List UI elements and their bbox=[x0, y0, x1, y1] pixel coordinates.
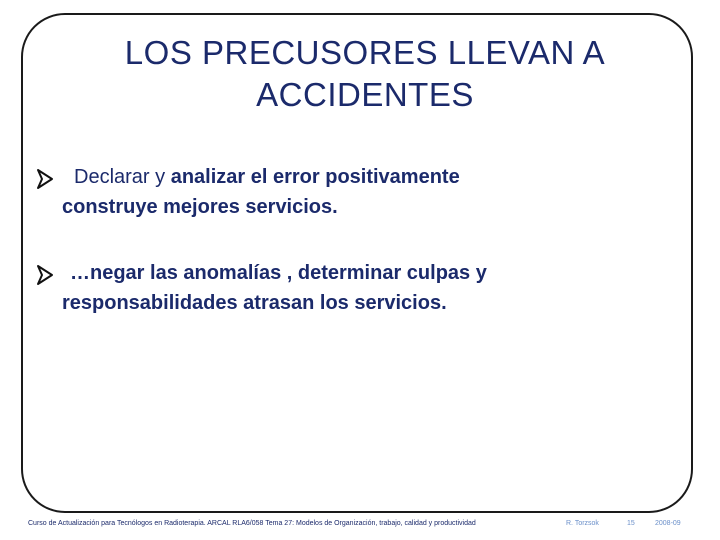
bullet-item-1 bbox=[34, 162, 634, 222]
bullet-1-line-2: construye mejores servicios. bbox=[62, 196, 338, 218]
arrow-bullet-icon bbox=[34, 168, 56, 190]
bullet-2-line-1: …negar las anomalías , determinar culpas y bbox=[70, 262, 487, 284]
slide-footer bbox=[28, 518, 698, 530]
bullet-item-2 bbox=[34, 258, 634, 318]
footer-page-number: 15 bbox=[627, 520, 635, 527]
title-line-2: ACCIDENTES bbox=[256, 76, 474, 113]
footer-course-text: Curso de Actualización para Tecnólogos en Radioterapia. ARCAL RLA6/058 Tema 27: Modelos de Organización, trabajo, calidad y productividad bbox=[28, 520, 476, 527]
footer-date: 2008-09 bbox=[655, 520, 681, 527]
arrow-bullet-icon bbox=[34, 264, 56, 286]
footer-author: R. Torzsok bbox=[566, 520, 599, 527]
bullet-1-plain-text: Declarar y bbox=[74, 166, 171, 188]
bullet-1-bold-text: analizar el error positivamente bbox=[170, 166, 460, 188]
bullet-2-line-2: responsabilidades atrasan los servicios. bbox=[62, 292, 447, 314]
title-line-1: LOS PRECUSORES LLEVAN A bbox=[124, 34, 606, 71]
bullet-1-line-1 bbox=[34, 162, 634, 192]
slide-title bbox=[80, 32, 650, 116]
